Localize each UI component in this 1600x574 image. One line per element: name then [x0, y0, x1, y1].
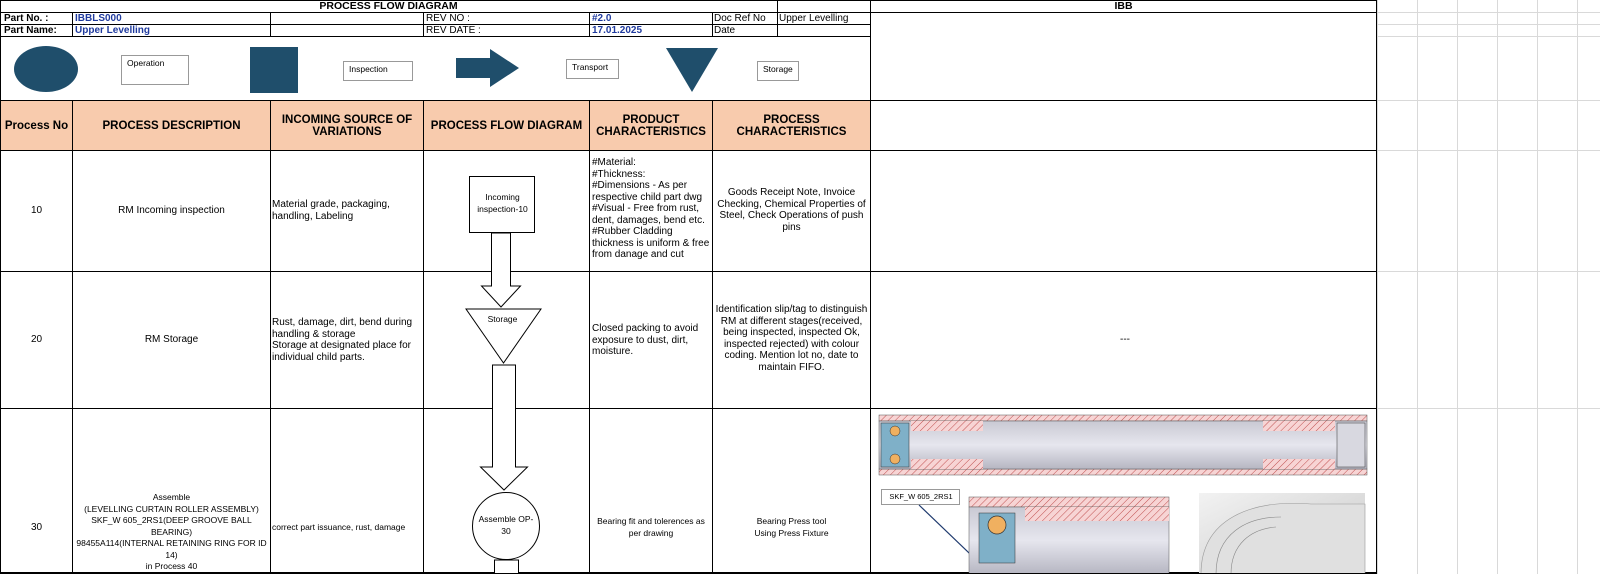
rev-no-value[interactable]: #2.0: [592, 13, 612, 24]
storage-shape-icon: [666, 48, 718, 92]
flow-inspection-label: Incoming inspection-10: [477, 192, 528, 214]
col-process-characteristics: PROCESS CHARACTERISTICS: [713, 101, 870, 150]
row-30-process: Bearing Press tool Using Press Fixture: [754, 516, 829, 538]
col-process-description: PROCESS DESCRIPTION: [73, 101, 270, 150]
legend-storage-label: Storage: [757, 61, 799, 81]
doc-ref-value[interactable]: Upper Levelling: [779, 13, 849, 24]
row-20-extra: ---: [1120, 334, 1130, 345]
flow-arrow-1: [482, 233, 521, 307]
date-label: Date: [714, 25, 736, 36]
company-name: IBB: [1114, 0, 1133, 12]
part-name-value[interactable]: Upper Levelling: [75, 25, 151, 36]
col-process-no: Process No: [1, 101, 72, 150]
col-product-characteristics: PRODUCT CHARACTERISTICS: [590, 101, 712, 150]
row-30-incoming: correct part issuance, rust, damage: [272, 522, 406, 532]
row-10-process: Goods Receipt Note, Invoice Checking, Chemical Properties of Steel, Check Operations of push pins: [717, 187, 866, 233]
row-20-description: RM Storage: [144, 334, 199, 345]
part-name-label: Part Name:: [4, 25, 57, 36]
part-no-label: Part No. :: [4, 13, 49, 24]
row-30-description: Assemble (LEVELLING CURTAIN ROLLER ASSEMBLY) SKF_W 605_2RS1(DEEP GROOVE BALL BEARING) 98455A114(INTERNAL RETAINING RING FOR ID 14) in Process 40: [76, 492, 267, 571]
row-10-process-no: 10: [30, 205, 43, 216]
doc-ref-label: Doc Ref No: [714, 13, 766, 24]
row-10-incoming: Material grade, packaging, handling, Labeling: [272, 199, 390, 222]
row-30-product: Bearing fit and tolerences as per drawing: [597, 516, 705, 538]
legend-transport-label: Transport: [566, 59, 619, 79]
legend-inspection-label: Inspection: [343, 61, 413, 81]
row-30-process-no: 30: [30, 522, 43, 533]
col-incoming-source: INCOMING SOURCE OF VARIATIONS: [271, 101, 423, 150]
row-10-product: #Material: #Thickness: #Dimensions - As per respective child part dwg #Visual - Free from rust, dent, damages, bend etc. #Rubber Cladding thickness is uniform & free from danage and cut: [592, 157, 710, 260]
row-20-process: Identification slip/tag to distinguish RM at different stages(received, being inspected, inspected Ok, inspected rejected) with colour coding. Mention lot no, date to maintain FIFO.: [715, 304, 868, 373]
flow-arrow-3: [495, 560, 519, 574]
drawing-callout-label: SKF_W 605_2RS1: [889, 492, 953, 501]
inspection-shape-icon: [250, 47, 298, 93]
col-process-flow-diagram: PROCESS FLOW DIAGRAM: [424, 101, 589, 150]
rev-date-value[interactable]: 17.01.2025: [592, 25, 643, 36]
flow-storage-label: Storage: [487, 314, 518, 324]
row-20-incoming: Rust, damage, dirt, bend during handling & storage Storage at designated place for individual child parts.: [272, 317, 413, 363]
rev-date-label: REV DATE :: [426, 25, 481, 36]
operation-shape-icon: [14, 46, 78, 92]
transport-shape-icon: [456, 49, 519, 87]
date-divider: [777, 24, 778, 36]
row-20-process-no: 20: [30, 334, 43, 345]
flow-operation-label: Assemble OP-30: [478, 514, 534, 536]
legend-operation-label: Operation: [121, 55, 189, 85]
rev-no-label: REV NO :: [426, 13, 470, 24]
flow-arrow-2: [481, 365, 528, 490]
row-10-description: RM Incoming inspection: [118, 205, 225, 216]
row-20-product: Closed packing to avoid exposure to dust, dirt, moisture.: [592, 323, 699, 357]
part-no-value[interactable]: IBBLS000: [75, 13, 122, 24]
page-title: PROCESS FLOW DIAGRAM: [319, 0, 458, 12]
